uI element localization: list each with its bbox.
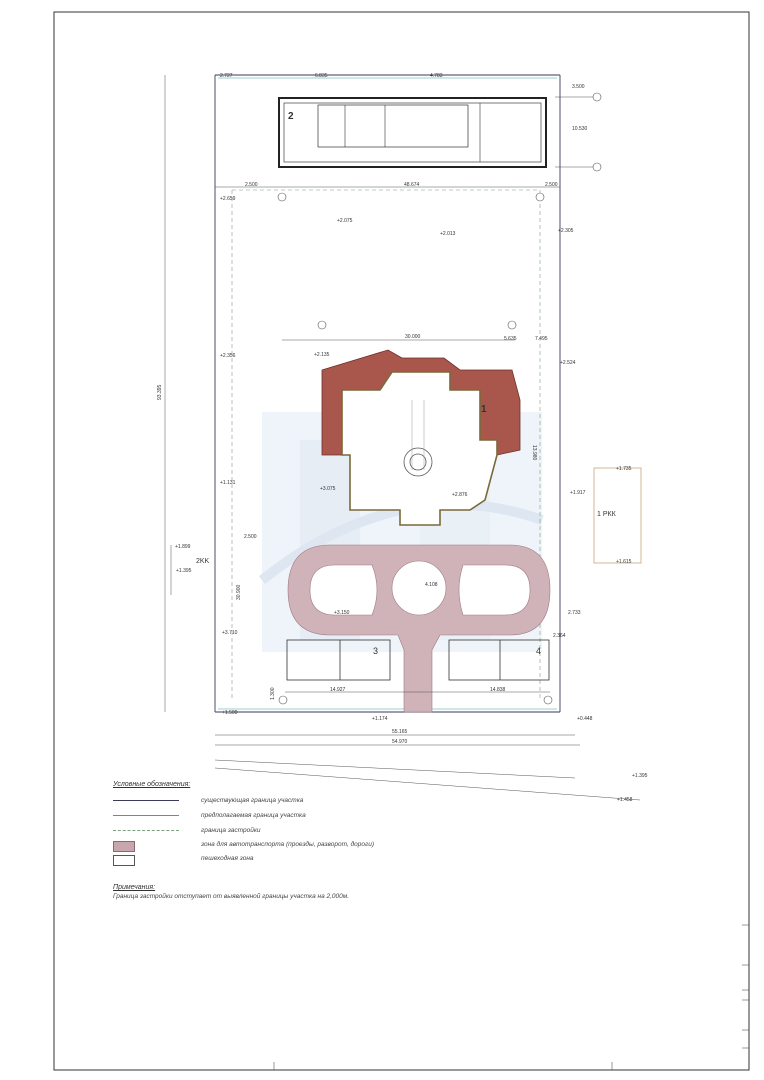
title-block-ticks: [274, 925, 749, 1070]
elev-road-right-1: +1.395: [632, 773, 648, 779]
dim-circle: 4.108: [425, 582, 438, 588]
dim-bottom-a: 55.165: [392, 729, 408, 735]
dim-boundary-mid: 48.674: [404, 182, 420, 188]
zone-number-1: 1: [481, 404, 487, 415]
right-kk-label: 1 РКК: [597, 511, 616, 518]
legend-swatch: [113, 830, 179, 831]
legend-item-setback: [113, 827, 513, 837]
zone-number-2: 2: [288, 111, 294, 122]
legend-label: граница застройки: [201, 827, 261, 834]
dim-left-lower-height: 30.900: [236, 584, 242, 600]
zone-number-4: 4: [536, 646, 542, 656]
elev-house-level: +3.075: [320, 486, 336, 492]
legend-swatch: [113, 841, 135, 852]
elev-top-mid-2: +2.013: [440, 231, 456, 237]
elev-bottom-right: +0.448: [577, 716, 593, 722]
dim-setback-left: 2.500: [244, 534, 257, 540]
notes-title: Примечания:: [113, 884, 156, 891]
dim-parking-right: 14.838: [490, 687, 506, 693]
elev-left-mid: +1.131: [220, 480, 236, 486]
dim-right-top-a: 3.500: [572, 84, 585, 90]
dim-top-mid-b: 4.783: [430, 73, 443, 79]
elev-gate: +1.174: [372, 716, 388, 722]
elev-right-upper: +2.305: [558, 228, 574, 234]
elev-right-lower: +1.917: [570, 490, 586, 496]
dim-house-right: 7.495: [535, 336, 548, 342]
legend-swatch: [113, 855, 135, 866]
elev-top-left: +2.659: [220, 196, 236, 202]
legend-item-existing-boundary: [113, 797, 513, 807]
legend-label: предполагаемая граница участка: [201, 812, 306, 819]
dim-right-stub-b: 2.364: [553, 633, 566, 639]
dim-parking-left: 14.927: [330, 687, 346, 693]
elev-drive-mid: +3.150: [334, 610, 350, 616]
dim-left-bottom: 1.300: [270, 687, 276, 700]
dim-house-mid: 5.635: [504, 336, 517, 342]
notes-text: Граница застройки отступает от выявленной границы участка на 2,000м.: [113, 893, 350, 900]
left-kk-level: +1.395: [176, 568, 192, 574]
driveway-islands: [310, 561, 530, 615]
elev-drive-left: +1.899: [175, 544, 191, 550]
elev-top-mid-1: +2.075: [337, 218, 353, 224]
legend-item-proposed-boundary: [113, 812, 513, 822]
legend-item-vehicle-zone: [113, 841, 513, 851]
legend-label: пешеходная зона: [201, 855, 254, 862]
elev-right-mid: +2.524: [560, 360, 576, 366]
dim-top-mid-a: 6.835: [315, 73, 328, 79]
dim-boundary-right: 2.500: [545, 182, 558, 188]
zone-number-3: 3: [373, 646, 379, 656]
elev-house-inner: +2.876: [452, 492, 468, 498]
legend-swatch: [113, 815, 179, 816]
dim-top-outer-left: 2.727: [220, 73, 233, 79]
dim-right-top-b: 10.530: [572, 126, 588, 132]
right-kk-top: +1.735: [616, 466, 632, 472]
legend-title: Условные обозначения:: [113, 781, 191, 788]
dim-boundary-left: 2.500: [245, 182, 258, 188]
elev-left-upper: +2.356: [220, 353, 236, 359]
legend-label: существующая граница участка: [201, 797, 304, 804]
elev-left-lower: +3.710: [222, 630, 238, 636]
legend-item-pedestrian-zone: [113, 855, 513, 865]
dim-overall-height: 93.395: [157, 384, 163, 400]
elev-road-right-2: +1.458: [617, 797, 633, 803]
legend-label: зона для автотранспорта (проезды, разворот, дороги): [201, 841, 374, 848]
dim-right-stub-a: 2.733: [568, 610, 581, 616]
elev-bottom-left: +1.500: [222, 710, 238, 716]
dim-house-height: 13.980: [531, 445, 537, 461]
right-kk-bottom: +1.615: [616, 559, 632, 565]
legend-swatch: [113, 800, 179, 801]
dim-bottom-b: 54.970: [392, 739, 408, 745]
elev-house-top: +2.135: [314, 352, 330, 358]
left-kk-label: 2KK: [196, 558, 210, 565]
building-2: [279, 98, 546, 167]
dim-house-width: 30.000: [405, 334, 421, 340]
